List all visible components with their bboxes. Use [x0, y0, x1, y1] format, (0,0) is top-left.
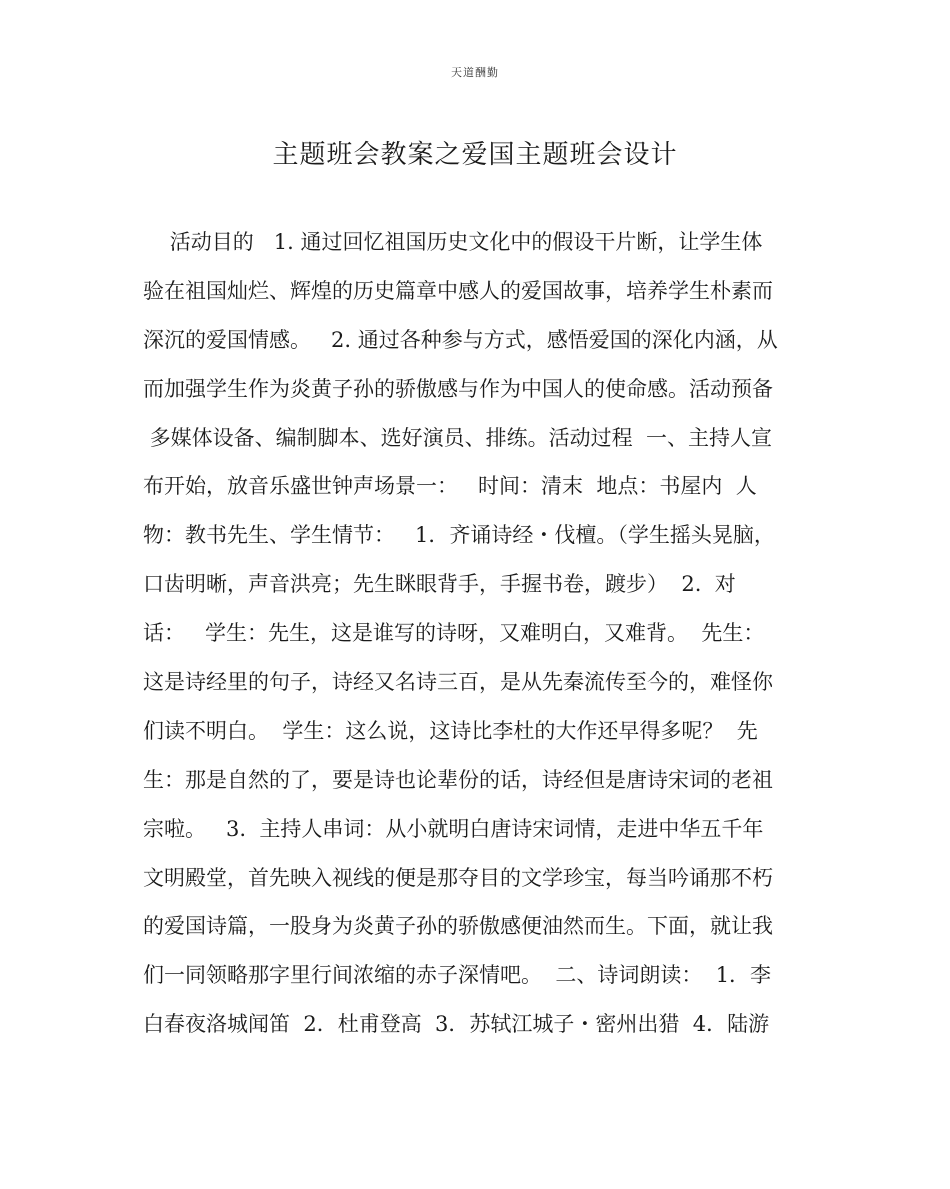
- document-body: [143, 218, 808, 1049]
- body-line: 深沉的爱国情感。 2. 通过各种参与方式，感悟爱国的深化内涵，从: [143, 327, 778, 352]
- page-header: 天道酬勤: [451, 66, 499, 79]
- body-line: 生：那是自然的了，要是诗也论辈份的话，诗经但是唐诗宋词的老祖: [143, 767, 773, 792]
- body-line: 宗啦。 3. 主持人串词：从小就明白唐诗宋词情，走进中华五千年: [143, 816, 764, 841]
- body-line: 的爱国诗篇，一股身为炎黄子孙的骄傲感便油然而生。下面，就让我: [143, 914, 773, 939]
- body-line: 文明殿堂，首先映入视线的便是那夺目的文学珍宝，每当吟诵那不朽: [143, 865, 773, 890]
- body-line: 活动目的 1. 通过回忆祖国历史文化中的假设干片断，让学生体: [143, 230, 763, 254]
- body-line: 物：教书先生、学生情节： 1．齐诵诗经・伐檀。（学生摇头晃脑，: [143, 523, 775, 548]
- body-line: 这是诗经里的句子，诗经又名诗三百，是从先秦流传至今的，难怪你: [143, 670, 773, 695]
- body-line: 布开始，放音乐盛世钟声场景一： 时间：清末 地点：书屋内 人: [143, 474, 757, 499]
- body-line: 话： 学生：先生，这是谁写的诗呀，又难明白，又难背。 先生：: [143, 621, 765, 646]
- document-title: 主题班会教案之爱国主题班会设计: [272, 140, 678, 170]
- body-line: 们一同领略那字里行间浓缩的赤子深情吧。 二、诗词朗读： 1．李: [143, 963, 772, 988]
- body-line: 验在祖国灿烂、辉煌的历史篇章中感人的爱国故事，培养学生朴素而: [143, 278, 773, 303]
- body-line: 而加强学生作为炎黄子孙的骄傲感与作为中国人的使命感。活动预备: [143, 376, 773, 401]
- body-line: 们读不明白。 学生：这么说，这诗比李杜的大作还早得多呢？ 先: [143, 718, 758, 743]
- body-line: 多媒体设备、编制脚本、选好演员、排练。活动过程 一、主持人宣: [143, 425, 773, 450]
- body-line: 白春夜洛城闻笛 2．杜甫登高 3．苏轼江城子・密州出猎 4．陆游: [143, 1012, 770, 1037]
- body-line: 口齿明晰，声音洪亮；先生眯眼背手，手握书卷，踱步） 2. 对: [143, 572, 736, 597]
